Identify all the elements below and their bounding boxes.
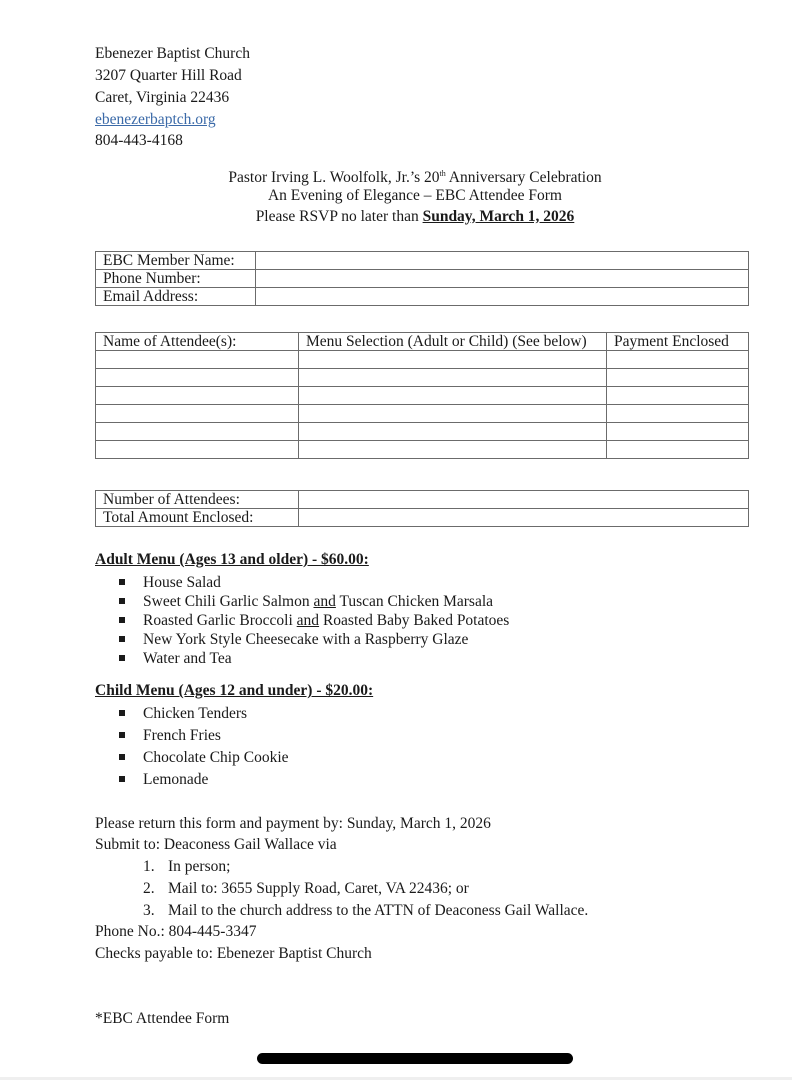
- attendee-name-cell[interactable]: [96, 405, 299, 423]
- list-number: 3.: [143, 902, 155, 919]
- option-text: In person;: [168, 858, 231, 875]
- table-row: [96, 270, 749, 288]
- church-city-state-zip: Caret, Virginia 22436: [95, 89, 230, 106]
- table-row: [96, 405, 749, 423]
- table-row: [96, 288, 749, 306]
- header-menu-selection: Menu Selection (Adult or Child) (See below): [299, 333, 607, 351]
- header-payment-enclosed: Payment Enclosed: [607, 333, 749, 351]
- bullet-icon: [119, 636, 125, 642]
- menu-item-text: Sweet Chili Garlic Salmon: [143, 593, 314, 610]
- contact-phone-text: Phone No.: 804-445-3347: [95, 923, 257, 940]
- menu-item-text: Chocolate Chip Cookie: [143, 749, 289, 766]
- total-amount-label: Total Amount Enclosed:: [96, 509, 299, 527]
- attendee-name-cell[interactable]: [96, 423, 299, 441]
- list-item: [143, 878, 469, 900]
- table-row: [96, 509, 749, 527]
- list-item: [119, 573, 221, 592]
- child-menu-heading: Child Menu (Ages 12 and under) - $20.00:: [95, 682, 374, 699]
- payment-enclosed-cell[interactable]: [607, 405, 749, 423]
- menu-selection-cell[interactable]: [299, 369, 607, 387]
- menu-item-text: New York Style Cheesecake with a Raspberry Glaze: [143, 631, 469, 648]
- member-name-label: EBC Member Name:: [96, 252, 256, 270]
- menu-selection-cell[interactable]: [299, 441, 607, 459]
- list-item: [119, 630, 468, 649]
- attendee-name-cell[interactable]: [96, 387, 299, 405]
- list-number: 1.: [143, 858, 155, 875]
- list-item: [119, 770, 208, 789]
- menu-item-text: Tuscan Chicken Marsala: [335, 593, 494, 610]
- title-line-1-prefix: Pastor Irving L. Woolfolk, Jr.’s 20: [228, 169, 440, 187]
- member-info-table: [95, 251, 749, 306]
- title-line-1-suffix: Anniversary Celebration: [445, 169, 602, 187]
- menu-selection-cell[interactable]: [299, 423, 607, 441]
- title-line-1-sup: th: [439, 169, 446, 178]
- menu-item-text: Roasted Baby Baked Potatoes: [319, 612, 510, 629]
- payment-enclosed-cell[interactable]: [607, 441, 749, 459]
- rsvp-prefix: Please RSVP no later than: [255, 208, 423, 225]
- menu-selection-cell[interactable]: [299, 405, 607, 423]
- option-text: Mail to: 3655 Supply Road, Caret, VA 22436; or: [168, 880, 469, 897]
- list-item: [143, 856, 230, 878]
- list-item: [143, 900, 588, 922]
- list-item: [119, 611, 509, 630]
- attendee-name-cell[interactable]: [96, 351, 299, 369]
- payment-enclosed-cell[interactable]: [607, 387, 749, 405]
- bullet-icon: [119, 732, 125, 738]
- church-name: Ebenezer Baptist Church: [95, 45, 250, 62]
- table-row: [96, 423, 749, 441]
- phone-number-label: Phone Number:: [96, 270, 256, 288]
- header-attendee-name: Name of Attendee(s):: [96, 333, 299, 351]
- menu-selection-cell[interactable]: [299, 387, 607, 405]
- table-row: [96, 252, 749, 270]
- checks-payable-text: Checks payable to: Ebenezer Baptist Church: [95, 945, 372, 962]
- list-item: [119, 748, 289, 767]
- attendee-table: [95, 332, 749, 459]
- table-row: [96, 441, 749, 459]
- list-number: 2.: [143, 880, 155, 897]
- menu-item-text: Lemonade: [143, 771, 209, 788]
- menu-item-underlined: and: [313, 593, 336, 610]
- table-row: [96, 351, 749, 369]
- number-of-attendees-field[interactable]: [299, 491, 749, 509]
- bullet-icon: [119, 598, 125, 604]
- church-phone: 804-443-4168: [95, 132, 183, 149]
- payment-enclosed-cell[interactable]: [607, 369, 749, 387]
- church-website-link[interactable]: ebenezerbaptch.org: [95, 111, 216, 128]
- rsvp-date: Sunday, March 1, 2026: [422, 208, 575, 225]
- table-row: [96, 491, 749, 509]
- email-address-label: Email Address:: [96, 288, 256, 306]
- bullet-icon: [119, 754, 125, 760]
- bullet-icon: [119, 617, 125, 623]
- bullet-icon: [119, 655, 125, 661]
- menu-item-text: House Salad: [143, 574, 221, 591]
- totals-table: [95, 490, 749, 527]
- payment-enclosed-cell[interactable]: [607, 351, 749, 369]
- menu-item-text: Chicken Tenders: [143, 705, 248, 722]
- list-item: [119, 726, 221, 745]
- title-line-2: An Evening of Elegance – EBC Attendee Form: [267, 187, 562, 204]
- table-row: [96, 387, 749, 405]
- table-header-row: [96, 333, 749, 351]
- member-name-field[interactable]: [256, 252, 749, 270]
- menu-selection-cell[interactable]: [299, 351, 607, 369]
- home-indicator[interactable]: [257, 1053, 573, 1064]
- attendee-name-cell[interactable]: [96, 441, 299, 459]
- email-address-field[interactable]: [256, 288, 749, 306]
- adult-menu-heading: Adult Menu (Ages 13 and older) - $60.00:: [95, 551, 369, 568]
- bullet-icon: [119, 579, 125, 585]
- list-item: [119, 592, 493, 611]
- list-item: [119, 649, 232, 668]
- menu-item-text: French Fries: [143, 727, 221, 744]
- title-line-3: [0, 206, 792, 228]
- footer-note: *EBC Attendee Form: [95, 1010, 230, 1027]
- option-text: Mail to the church address to the ATTN of Deaconess Gail Wallace.: [168, 902, 589, 919]
- menu-item-text: Water and Tea: [143, 650, 232, 667]
- return-by-text: Please return this form and payment by: Sunday, March 1, 2026: [95, 815, 491, 832]
- submit-to-text: Submit to: Deaconess Gail Wallace via: [95, 836, 337, 853]
- church-street: 3207 Quarter Hill Road: [95, 67, 242, 84]
- attendee-name-cell[interactable]: [96, 369, 299, 387]
- table-row: [96, 369, 749, 387]
- payment-enclosed-cell[interactable]: [607, 423, 749, 441]
- bullet-icon: [119, 710, 125, 716]
- bullet-icon: [119, 776, 125, 782]
- phone-number-field[interactable]: [256, 270, 749, 288]
- total-amount-field[interactable]: [299, 509, 749, 527]
- number-of-attendees-label: Number of Attendees:: [96, 491, 299, 509]
- menu-item-underlined: and: [296, 612, 320, 629]
- list-item: [119, 704, 247, 723]
- menu-item-text: Roasted Garlic Broccoli: [143, 612, 297, 629]
